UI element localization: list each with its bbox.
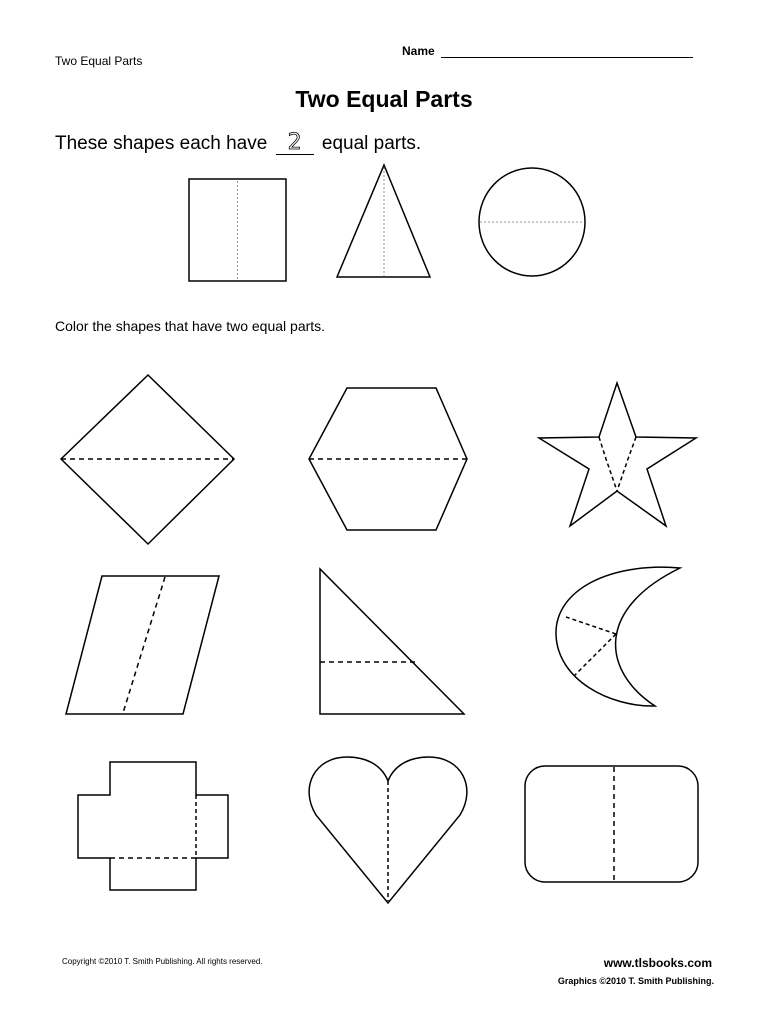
answer-number: 2 <box>287 130 302 155</box>
graphics-credit: Graphics ©2010 T. Smith Publishing. <box>557 976 714 986</box>
intro-text-before: These shapes each have <box>55 133 268 154</box>
instruction-text: Color the shapes that have two equal parts. <box>55 318 326 334</box>
shape-star[interactable] <box>539 383 696 526</box>
page-title: Two Equal Parts <box>295 86 473 112</box>
shape-hexagon[interactable] <box>309 388 467 530</box>
website-link[interactable]: www.tlsbooks.com <box>603 956 712 970</box>
shape-right-triangle[interactable] <box>320 569 464 714</box>
name-label: Name <box>402 44 435 58</box>
worksheet-header-title: Two Equal Parts <box>55 54 143 68</box>
shape-parallelogram[interactable] <box>66 576 219 714</box>
shape-rounded-rectangle[interactable] <box>525 766 698 882</box>
shape-heart[interactable] <box>309 757 467 903</box>
shape-diamond[interactable] <box>61 375 234 544</box>
copyright-notice: Copyright ©2010 T. Smith Publishing. All rights reserved. <box>62 957 263 966</box>
shape-cross[interactable] <box>78 762 228 890</box>
intro-text-after: equal parts. <box>321 133 422 154</box>
example-square <box>189 179 286 281</box>
example-triangle <box>337 165 430 277</box>
shape-crescent[interactable] <box>556 567 680 706</box>
example-circle <box>479 168 585 276</box>
